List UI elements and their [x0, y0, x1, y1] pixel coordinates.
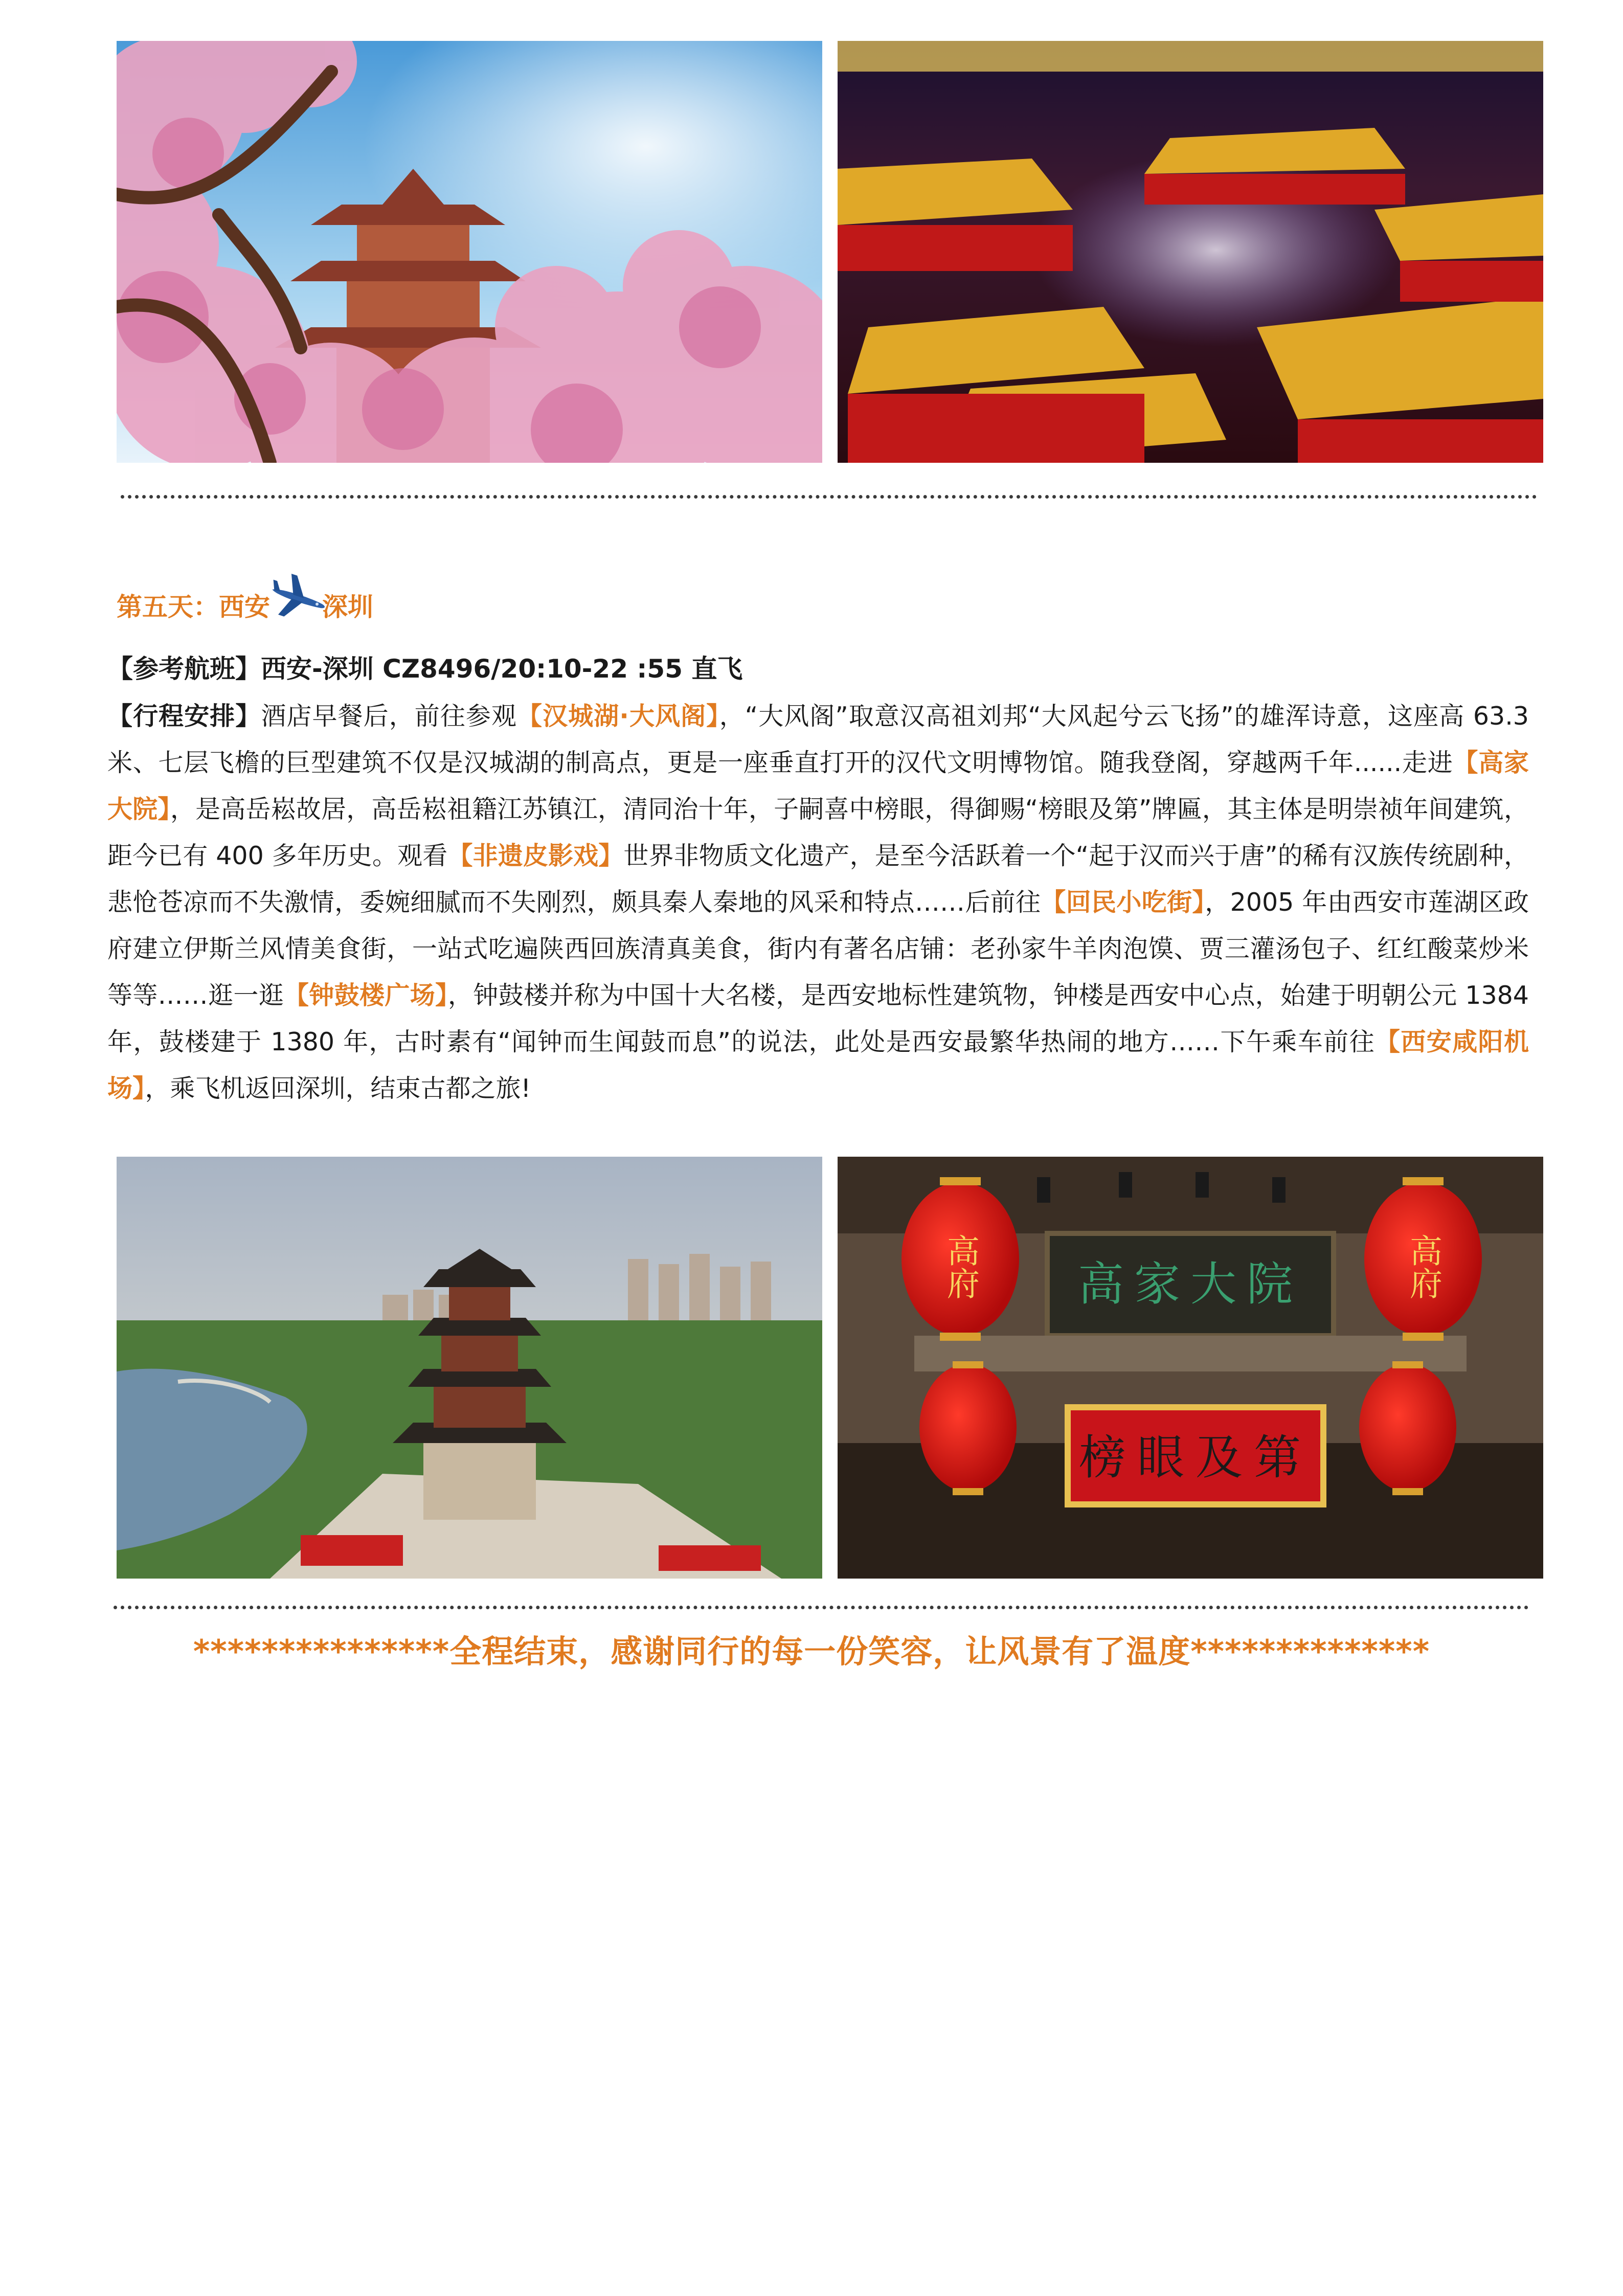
itinerary-text: 世界非物质文化遗产，是至今活跃着一个“起于汉而兴于唐”的稀有汉族传统剧种，悲怆苍凉而不失激情，委婉细腻而不失刚烈，颇具秦人秦地的风采和特点……后前往 — [107, 841, 1529, 917]
itinerary-text: ，乘飞机返回深圳，结束古都之旅! — [145, 1074, 531, 1103]
highlight-bell-drum-tower: 【钟鼓楼广场】 — [284, 981, 448, 1010]
plaque-lower-text: 榜眼及第 — [1078, 1430, 1313, 1485]
itinerary-text: ，2005 年由西安市莲湖区政府建立伊斯兰风情美食街，一站式吃遍陕西回族清真美食，街内有著名店铺：老孙家牛羊肉泡馍、贾三灌汤包子、红红酸菜炒米等等……逛一逛 — [107, 888, 1529, 1010]
itinerary-text: ，“大风阁”取意汉高祖刘邦“大风起兮云飞扬”的雄浑诗意，这座高 63.3 米、七层飞檐的巨型建筑不仅是汉城湖的制高点，更是一座垂直打开的汉代文明博物馆。随我登阁，穿越两千年......走进 — [107, 702, 1529, 777]
highlight-xianyang-airport: 【西安咸阳机场】 — [107, 1027, 1529, 1103]
tang-palace-night-photo — [838, 41, 1543, 463]
plaque-upper-text: 高家大院 — [1078, 1257, 1303, 1311]
great-wind-pavilion-photo — [117, 1157, 822, 1579]
itinerary-text: ，是高岳崧故居，高岳崧祖籍江苏镇江，清同治十年，子嗣喜中榜眼，得御赐“榜眼及第”牌匾，其主体是明崇祯年间建筑，距今已有 400 多年历史。观看 — [107, 795, 1529, 870]
dotted-divider — [121, 495, 1537, 499]
day-destination: 深圳 — [322, 592, 373, 622]
airplane-icon — [267, 570, 328, 626]
highlight-gao-courtyard: 【高家大院】 — [107, 748, 1529, 824]
itinerary-text: ，钟鼓楼并称为中国十大名楼，是西安地标性建筑物，钟楼是西安中心点，始建于明朝公元 1384 年，鼓楼建于 1380 年，古时素有“闻钟而生闻鼓而息”的说法，此处是西安最繁华热闹的地方……下午乘车前往 — [107, 981, 1529, 1056]
itinerary-lead: 【行程安排】 — [107, 702, 261, 731]
gao-courtyard-photo — [838, 1157, 1543, 1579]
cherry-blossom-pagoda-photo — [117, 41, 822, 463]
highlight-muslim-food-street: 【回民小吃街】 — [1041, 888, 1205, 917]
highlight-shadow-play: 【非遗皮影戏】 — [447, 841, 624, 870]
day-label: 第五天：西安 — [117, 592, 270, 622]
lantern-left-text: 高府 — [941, 1234, 979, 1299]
lantern-right-text: 高府 — [1404, 1234, 1442, 1299]
day-heading — [117, 577, 373, 633]
highlight-hancheng-lake: 【汉城湖·大风阁】 — [517, 702, 719, 731]
dotted-divider — [114, 1606, 1529, 1609]
reference-flight: 【参考航班】西安-深圳 CZ8496/20:10-22 :55 直飞 — [107, 654, 743, 684]
itinerary-paragraph — [107, 693, 1529, 1112]
closing-message: ***************全程结束，感谢同行的每一份笑容，让风景有了温度************** — [193, 1633, 1430, 1670]
itinerary-text: 酒店早餐后，前往参观 — [261, 702, 517, 731]
